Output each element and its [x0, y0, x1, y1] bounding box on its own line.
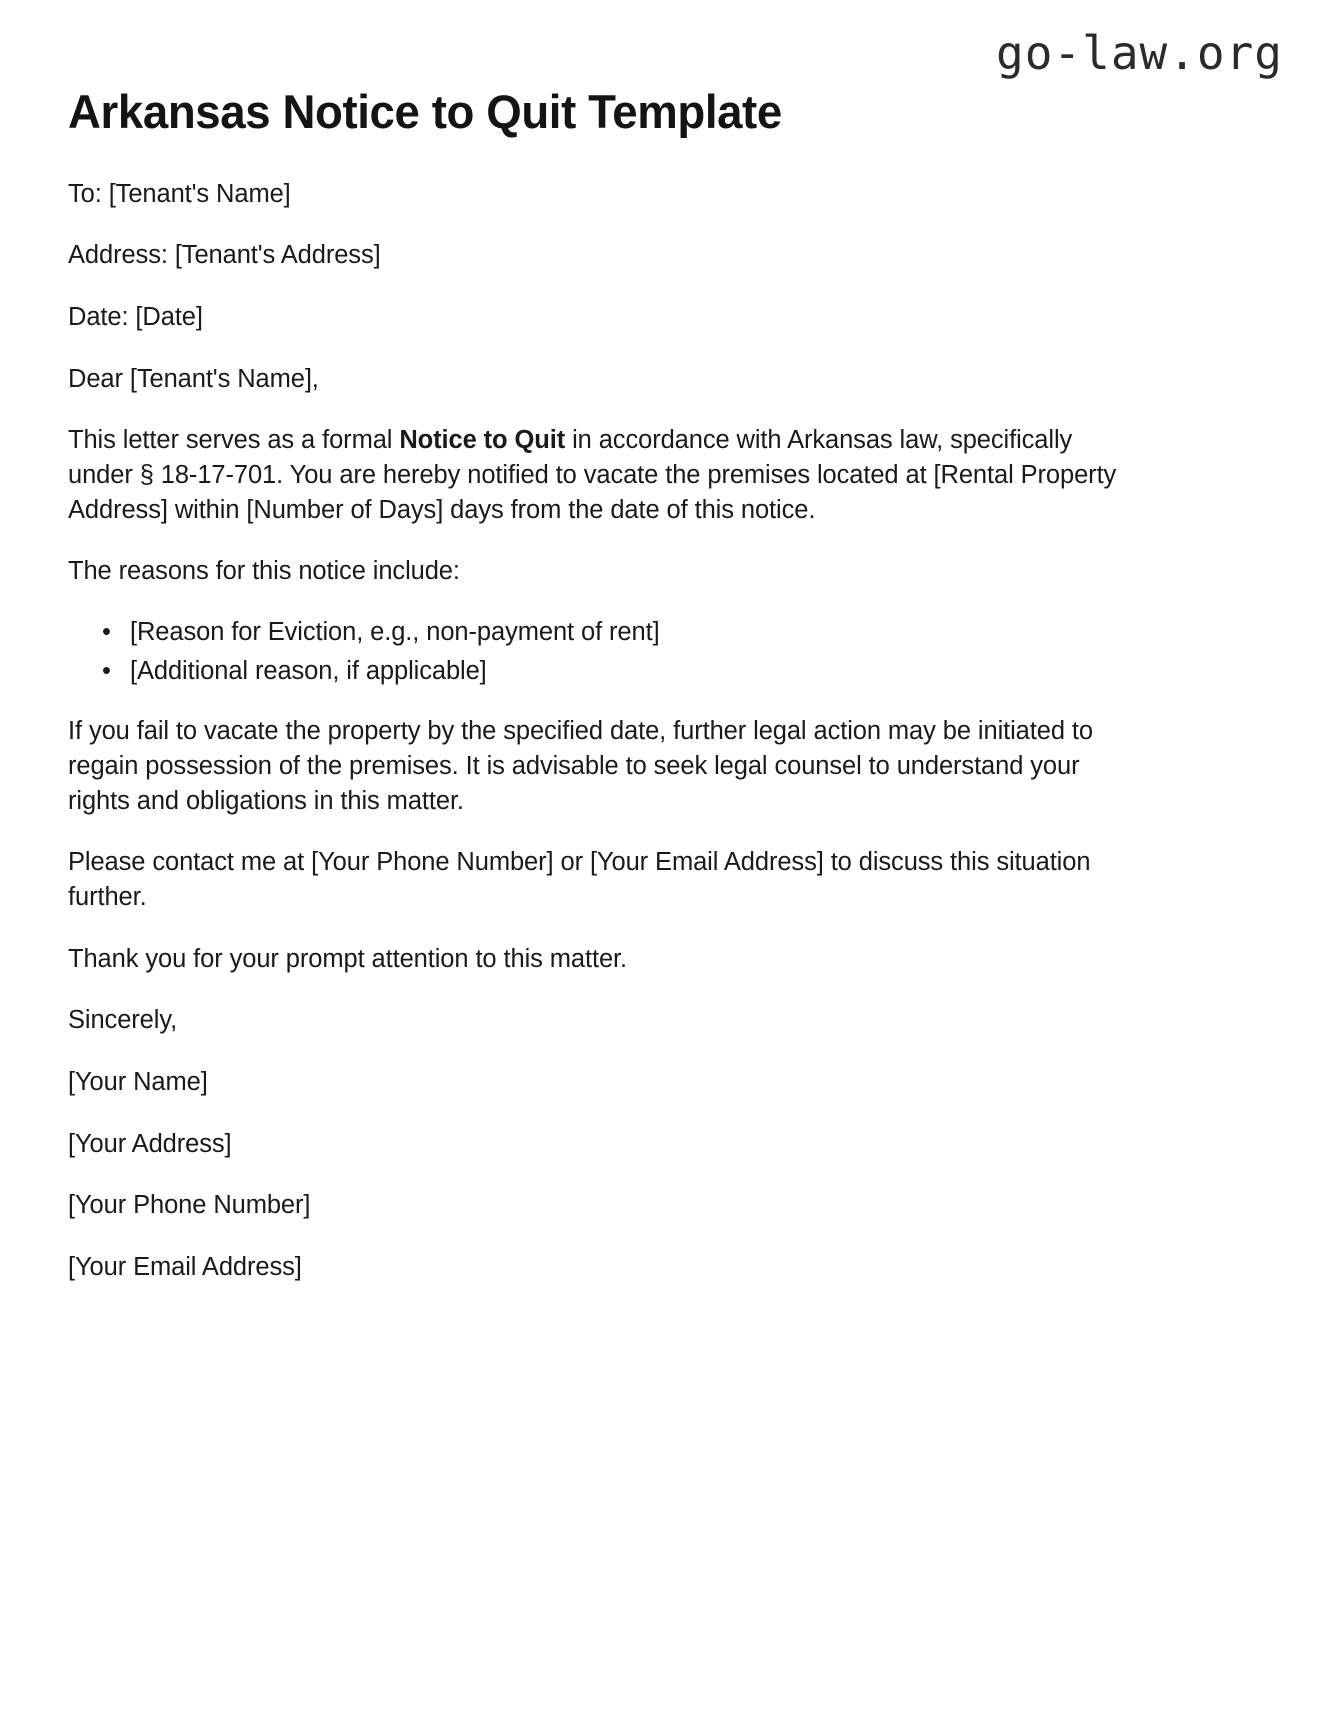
- page-title: Arkansas Notice to Quit Template: [68, 85, 782, 138]
- signature-phone-line: [Your Phone Number]: [68, 1191, 311, 1220]
- reasons-intro-line: The reasons for this notice include:: [68, 557, 460, 586]
- salutation-line: Dear [Tenant's Name],: [68, 364, 319, 393]
- list-item: • [Reason for Eviction, e.g., non-payment of rent]: [130, 615, 1138, 650]
- thanks-paragraph: Thank you for your prompt attention to this matter.: [68, 944, 628, 973]
- signature-email-line: [Your Email Address]: [68, 1253, 302, 1282]
- intro-text-after-bold: in accordance with Arkansas law, specifically under § 18-17-701. You are hereby notified to vacate the premises located at [Rental Property Address] within [Number of Days] days from the date of this notice.: [68, 426, 1117, 524]
- recipient-line: To: [Tenant's Name]: [68, 179, 291, 208]
- address-line: Address: [Tenant's Address]: [68, 241, 381, 270]
- reasons-list: [68, 615, 1138, 688]
- document-content: [68, 86, 1138, 1312]
- signature-address-line: [Your Address]: [68, 1129, 232, 1158]
- intro-text-before-bold: This letter serves as a formal: [68, 426, 400, 455]
- closing-line: Sincerely,: [68, 1006, 178, 1035]
- legal-action-paragraph: If you fail to vacate the property by the specified date, further legal action may be initiated to regain possession of the premises. It is advisable to seek legal counsel to understand your rights and obligations in this matter.: [68, 717, 1093, 815]
- notice-to-quit-emphasis: Notice to Quit: [399, 426, 566, 455]
- date-line: Date: [Date]: [68, 302, 203, 331]
- intro-paragraph: [68, 423, 1138, 527]
- list-item: • [Additional reason, if applicable]: [130, 654, 1138, 689]
- signature-name-line: [Your Name]: [68, 1068, 208, 1097]
- contact-paragraph: Please contact me at [Your Phone Number] or [Your Email Address] to discuss this situation further.: [68, 848, 1091, 912]
- site-watermark: go-law.org: [996, 26, 1283, 80]
